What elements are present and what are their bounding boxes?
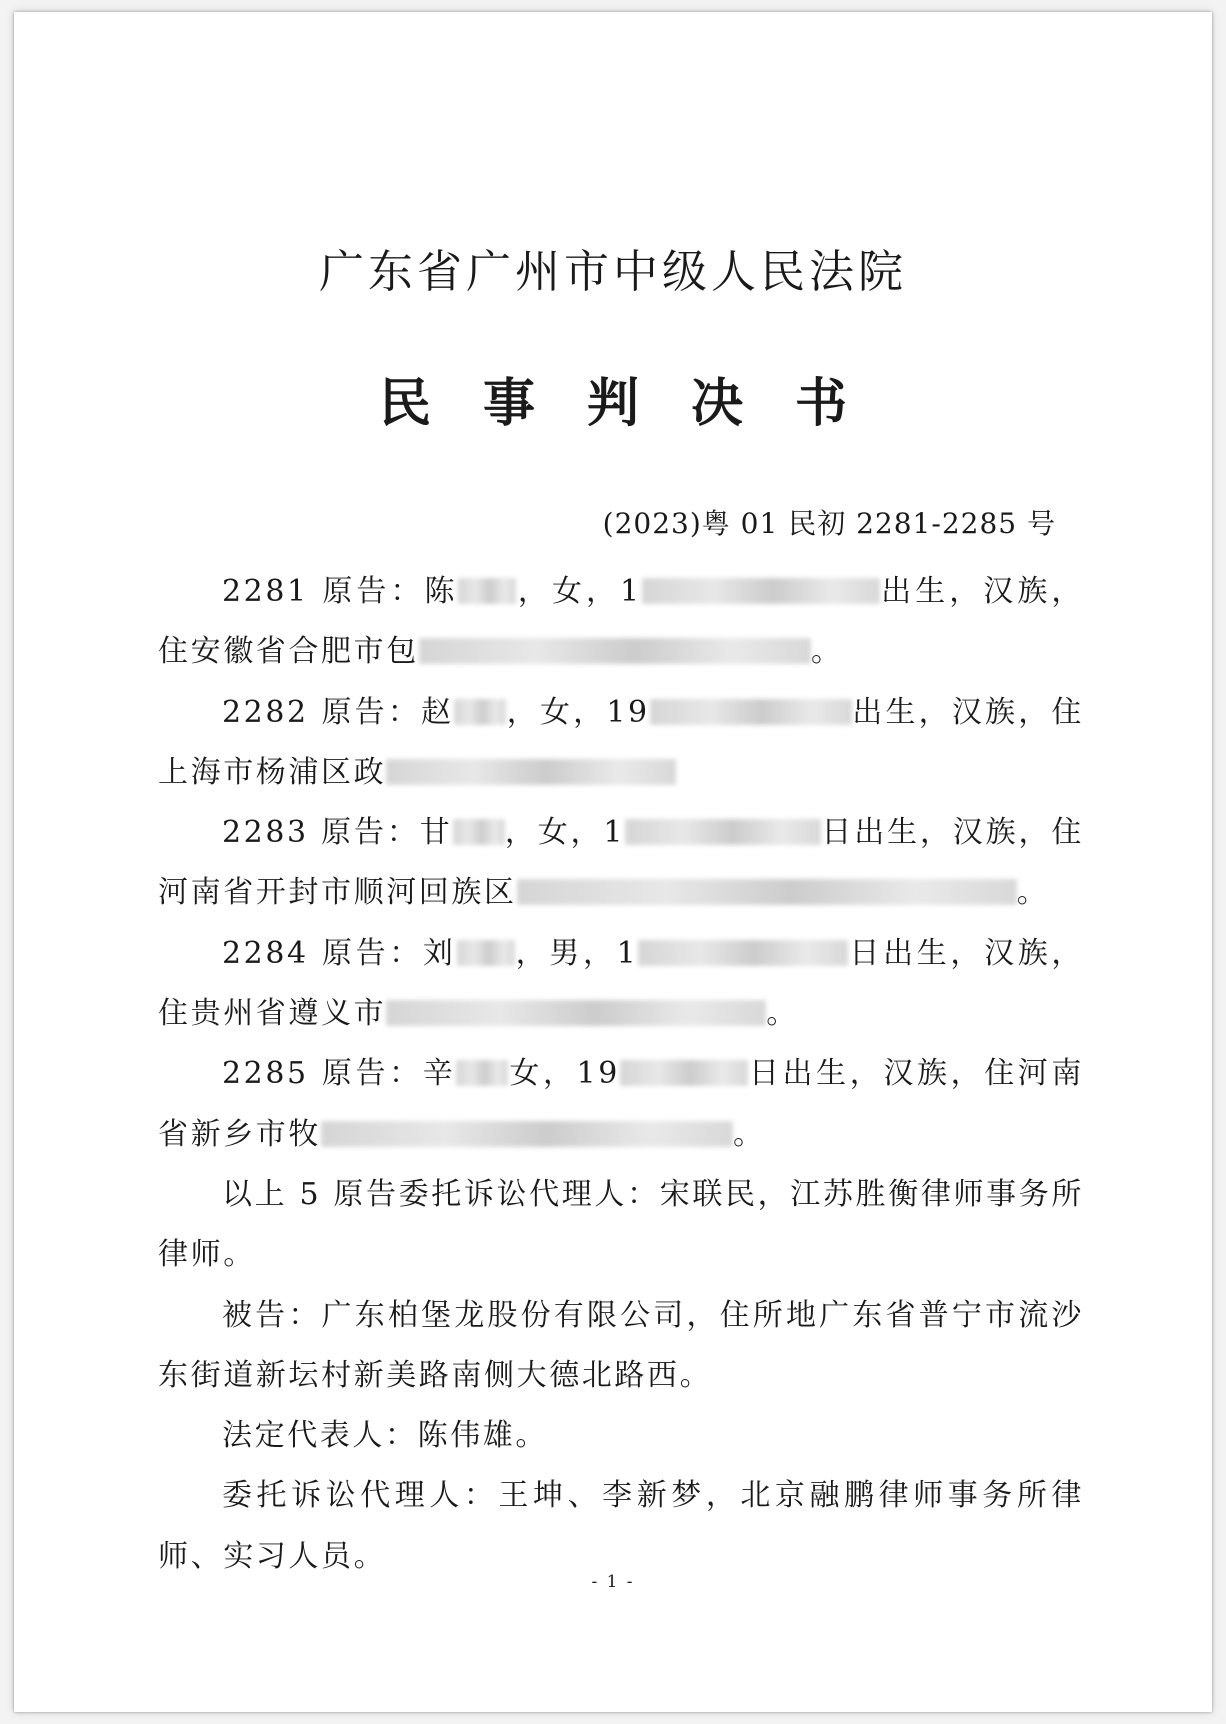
plaintiff-gender-birth: ，女，1 — [504, 815, 626, 851]
defendant: 被告：广东柏堡龙股份有限公司，住所地广东省普宁市流沙东街道新坛村新美路南侧大德北路西。 — [158, 1297, 1084, 1393]
plaintiff-address-end: 。 — [733, 1116, 766, 1152]
plaintiff-address: 上海市杨浦区政 — [158, 754, 387, 790]
plaintiffs-agent: 以上 5 原告委托诉讼代理人：宋联民，江苏胜衡律师事务所律师。 — [158, 1176, 1084, 1273]
plaintiff-2281 — [158, 562, 1084, 683]
redacted-birthdate — [625, 819, 821, 845]
redacted-address — [386, 1000, 766, 1026]
plaintiff-ethnicity: 出生，汉族，住 — [851, 694, 1084, 730]
plaintiff-label: 2281 原告：陈 — [222, 574, 459, 609]
plaintiff-address-end: 。 — [1016, 875, 1050, 911]
plaintiff-address: 贵州省遵义市 — [190, 996, 387, 1032]
redacted-birthdate — [650, 699, 852, 725]
plaintiff-ethnicity: 日出生，汉族，住河 — [158, 815, 1084, 911]
plaintiff-2284 — [158, 924, 1084, 1045]
redacted-birthdate — [642, 578, 880, 604]
plaintiff-label: 2282 原告：赵 — [222, 694, 455, 730]
redacted-address — [419, 638, 811, 664]
plaintiff-ethnicity: 出生，汉族，住 — [158, 574, 1084, 670]
redacted-name — [454, 699, 506, 725]
redacted-name — [458, 578, 516, 604]
plaintiff-label: 2285 原告：辛 — [222, 1056, 457, 1092]
plaintiff-ethnicity: 日出生，汉族，住 — [158, 935, 1084, 1032]
judgment-body — [158, 562, 1084, 1587]
document-title: 民事判决书 — [378, 373, 899, 434]
redacted-birthdate — [638, 940, 848, 966]
plaintiff-gender-birth: ，女，1 — [516, 574, 642, 609]
case-number: (2023)粤 01 民初 2281-2285 号 — [602, 507, 1056, 540]
plaintiff-gender-birth: ，女，19 — [506, 694, 650, 730]
redacted-birthdate — [620, 1060, 748, 1086]
court-name: 广东省广州市中级人民法院 — [318, 245, 907, 298]
redacted-address — [386, 759, 676, 785]
legal-representative: 法定代表人：陈伟雄。 — [222, 1418, 548, 1454]
document-page — [14, 12, 1212, 1712]
plaintiff-2285 — [158, 1044, 1084, 1165]
redacted-name — [456, 1060, 508, 1086]
plaintiff-label: 2283 原告：甘 — [222, 815, 453, 851]
defendant-agent: 委托诉讼代理人：王坤、李新梦，北京融鹏律师事务所律师、实习人员。 — [158, 1478, 1084, 1574]
plaintiff-2282 — [158, 683, 1084, 804]
plaintiff-address-end: 。 — [810, 634, 844, 670]
plaintiff-2283 — [158, 803, 1084, 924]
plaintiff-label: 2284 原告：刘 — [222, 935, 457, 971]
redacted-address — [321, 1121, 733, 1147]
plaintiff-gender-birth: ，男，1 — [514, 935, 639, 971]
plaintiff-address: 南省开封市顺河回族区 — [190, 875, 517, 911]
plaintiff-address: 省新乡市牧 — [158, 1116, 321, 1152]
plaintiff-ethnicity: 日出生，汉族，住河南 — [747, 1056, 1085, 1092]
page-number: - 1 - — [591, 1572, 635, 1592]
redacted-name — [457, 940, 515, 966]
redacted-name — [453, 819, 505, 845]
plaintiff-address: 安徽省合肥市包 — [190, 634, 419, 670]
redacted-address — [517, 879, 1017, 905]
plaintiff-address-end: 。 — [766, 996, 799, 1032]
plaintiff-gender-birth: 女，19 — [508, 1056, 620, 1092]
